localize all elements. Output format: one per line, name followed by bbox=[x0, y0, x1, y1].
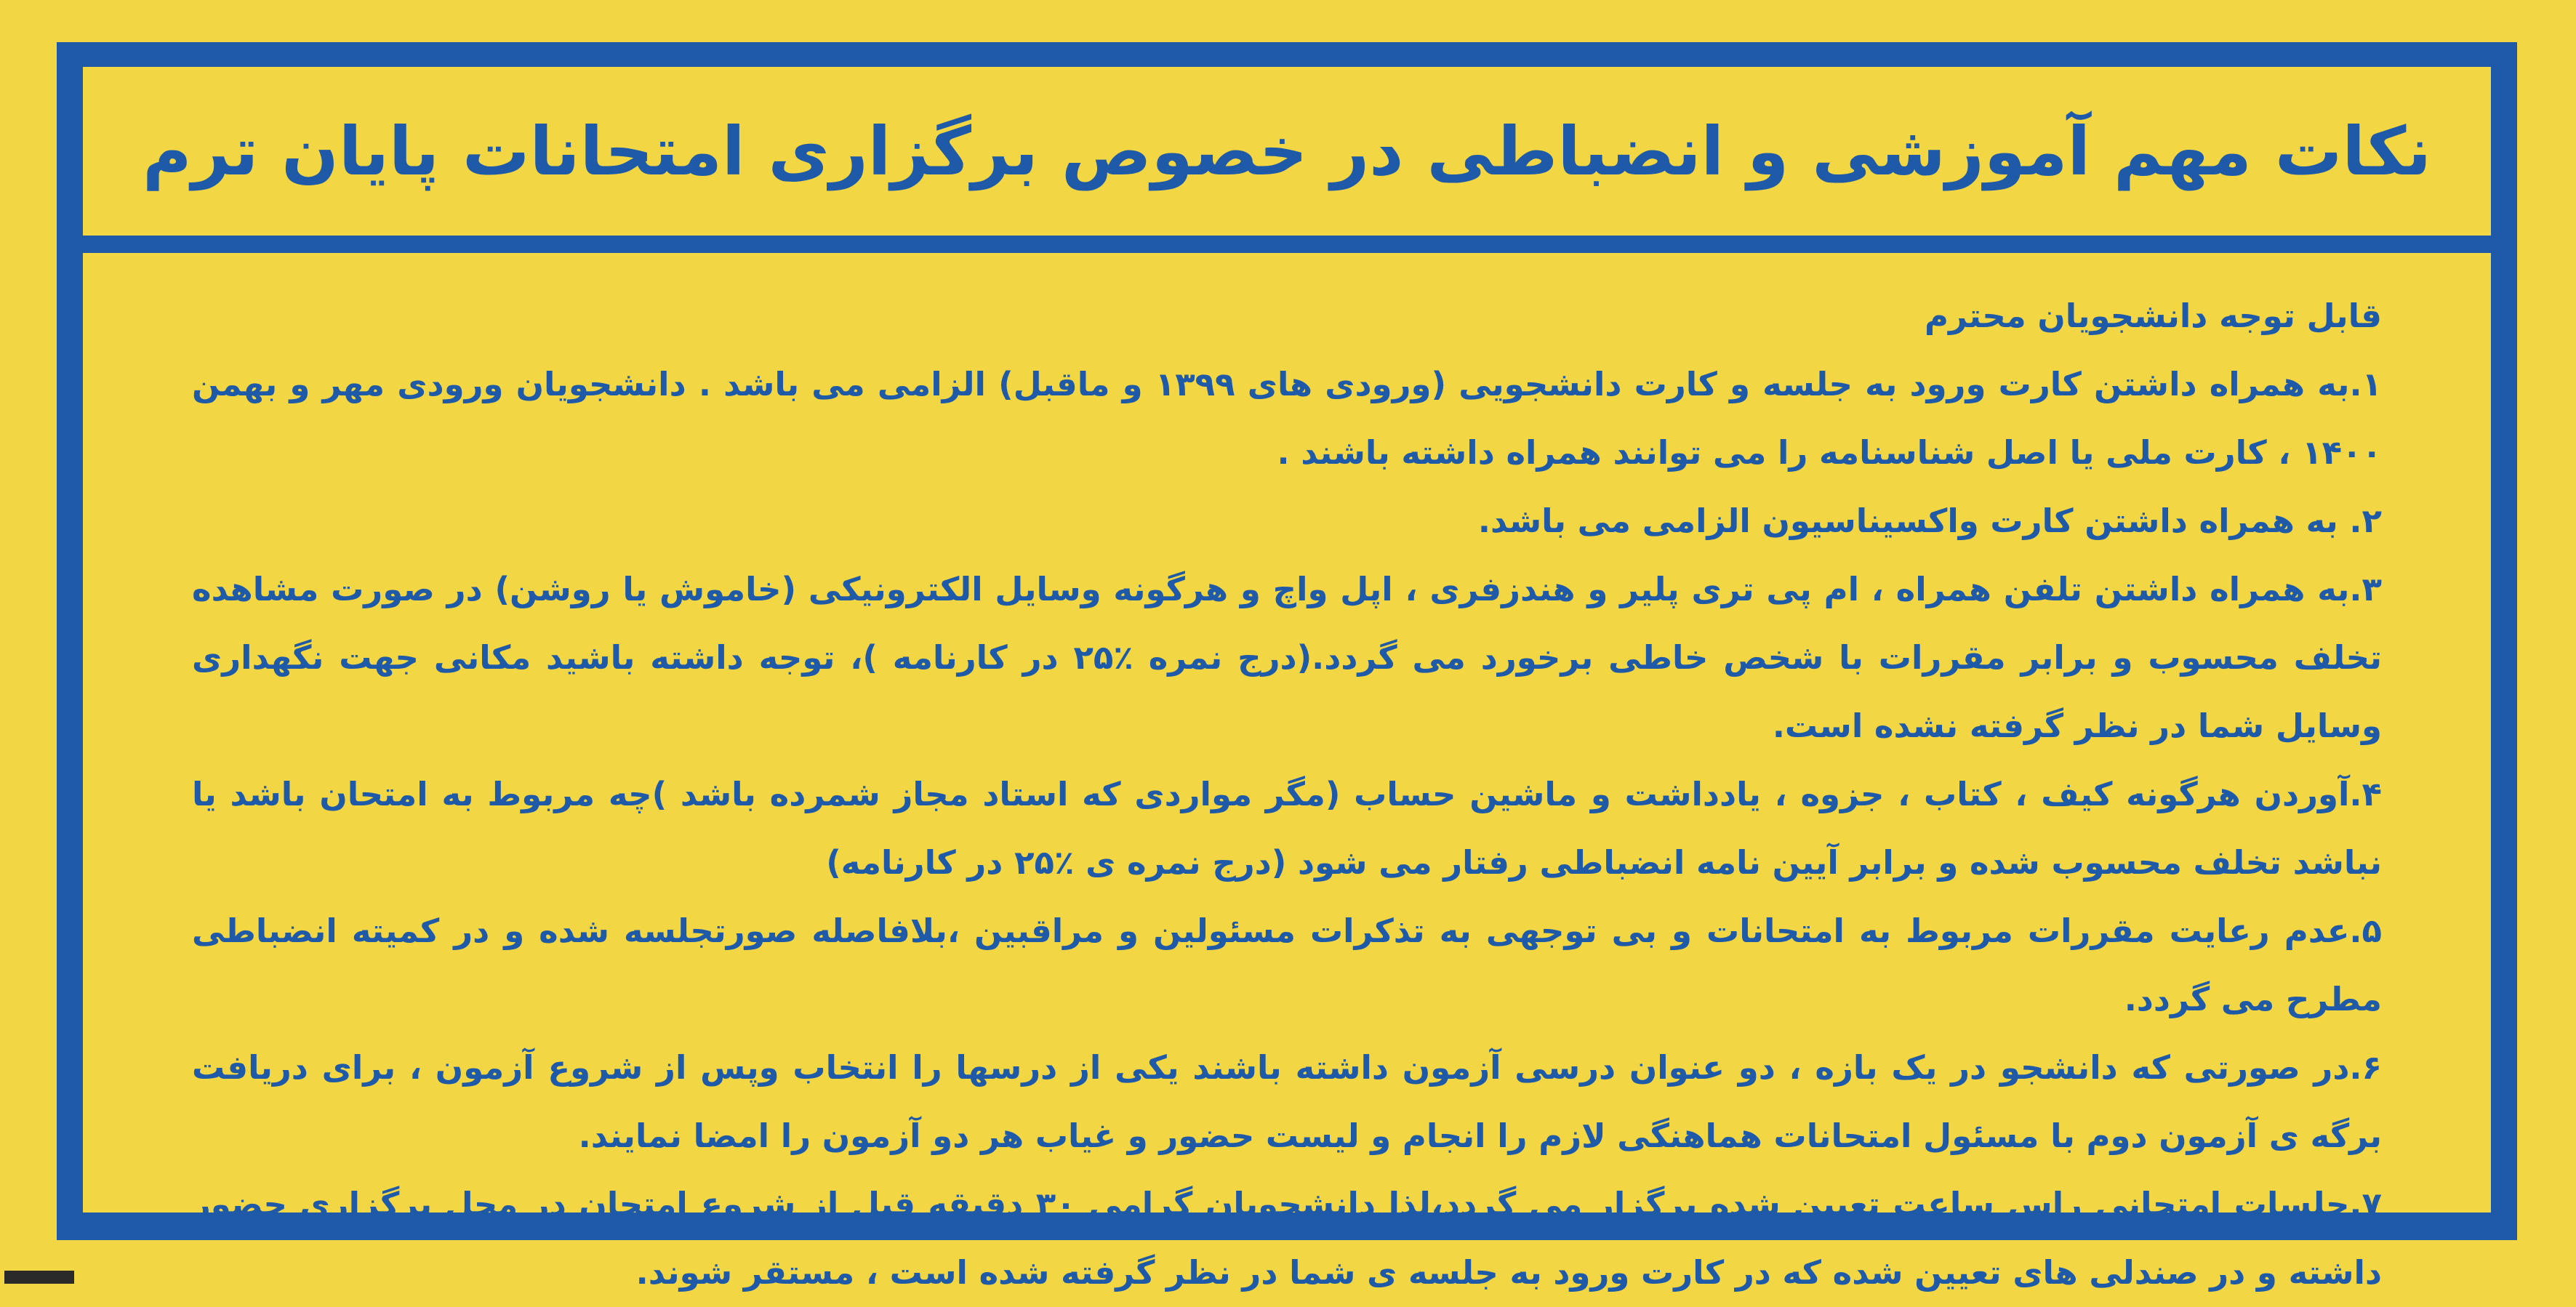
rule-item-2: ۲. به همراه داشتن کارت واکسیناسیون الزامی می باشد. bbox=[1477, 502, 2382, 540]
rule-item-7: ۷.جلسات امتحانی راس ساعت تعیین شده برگزار می گردد،لذا دانشجویان گرامی ۳۰ دقیقه قبل از شروع امتحان در محل برگزاری حضور داشته و در صندلی های تعیین شده که در کارت ورود به جلسه ی شما در نظر گرفته شده است ، مستقر شوند. bbox=[192, 1185, 2382, 1292]
title-banner bbox=[83, 67, 2491, 236]
notice-frame bbox=[57, 42, 2517, 1292]
greeting: قابل توجه دانشجویان محترم bbox=[1925, 297, 2382, 335]
rule-item-6: ۶.در صورتی که دانشجو در یک بازه ، دو عنوان درسی آزمون داشته باشند یکی از درسها را انتخاب وپس از شروع آزمون ، برای دریافت برگه ی آزمون دوم با مسئول امتحانات هماهنگی لازم را انجام و لیست حضور و غیاب هر دو آزمون را امضا نمایند. bbox=[192, 1048, 2382, 1155]
rule-item-3: ۳.به همراه داشتن تلفن همراه ، ام پی تری پلیر و هندزفری ، اپل واچ و هرگونه وسایل الکترونیکی (خاموش یا روشن) در صورت مشاهده تخلف محسوب و برابر مقررات با شخص خاطی برخورد می گردد.(درج نمره ٪۲۵ در کارنامه )، توجه داشته باشید مکانی جهت نگهداری وسایل شما در نظر گرفته نشده است. bbox=[192, 570, 2382, 745]
notice-body bbox=[83, 253, 2491, 1292]
page-title: نکات مهم آموزشی و انضباطی در خصوص برگزاری امتحانات پایان ترم bbox=[143, 112, 2431, 190]
rule-item-1: ۱.به همراه داشتن کارت ورود به جلسه و کارت دانشجویی (ورودی های ۱۳۹۹ و ماقبل) الزامی می باشد . دانشجویان ورودی مهر و بهمن ۱۴۰۰ ، کارت ملی یا اصل شناسنامه را می توانند همراه داشته باشند . bbox=[192, 365, 2383, 472]
rule-item-5: ۵.عدم رعایت مقررات مربوط به امتحانات و بی توجهی به تذکرات مسئولین و مراقبین ،بلافاصله صورتجلسه شده و در کمیته انضباطی مطرح می گردد. bbox=[192, 912, 2382, 1018]
rule-item-4: ۴.آوردن هرگونه کیف ، کتاب ، جزوه ، یادداشت و ماشین حساب (مگر مواردی که استاد مجاز شمرده باشد )چه مربوط به امتحان باشد یا نباشد تخلف محسوب شده و برابر آیین نامه انضباطی رفتار می شود (درج نمره ی ٪۲۵ در کارنامه) bbox=[192, 775, 2382, 882]
corner-watermark bbox=[4, 1271, 74, 1284]
